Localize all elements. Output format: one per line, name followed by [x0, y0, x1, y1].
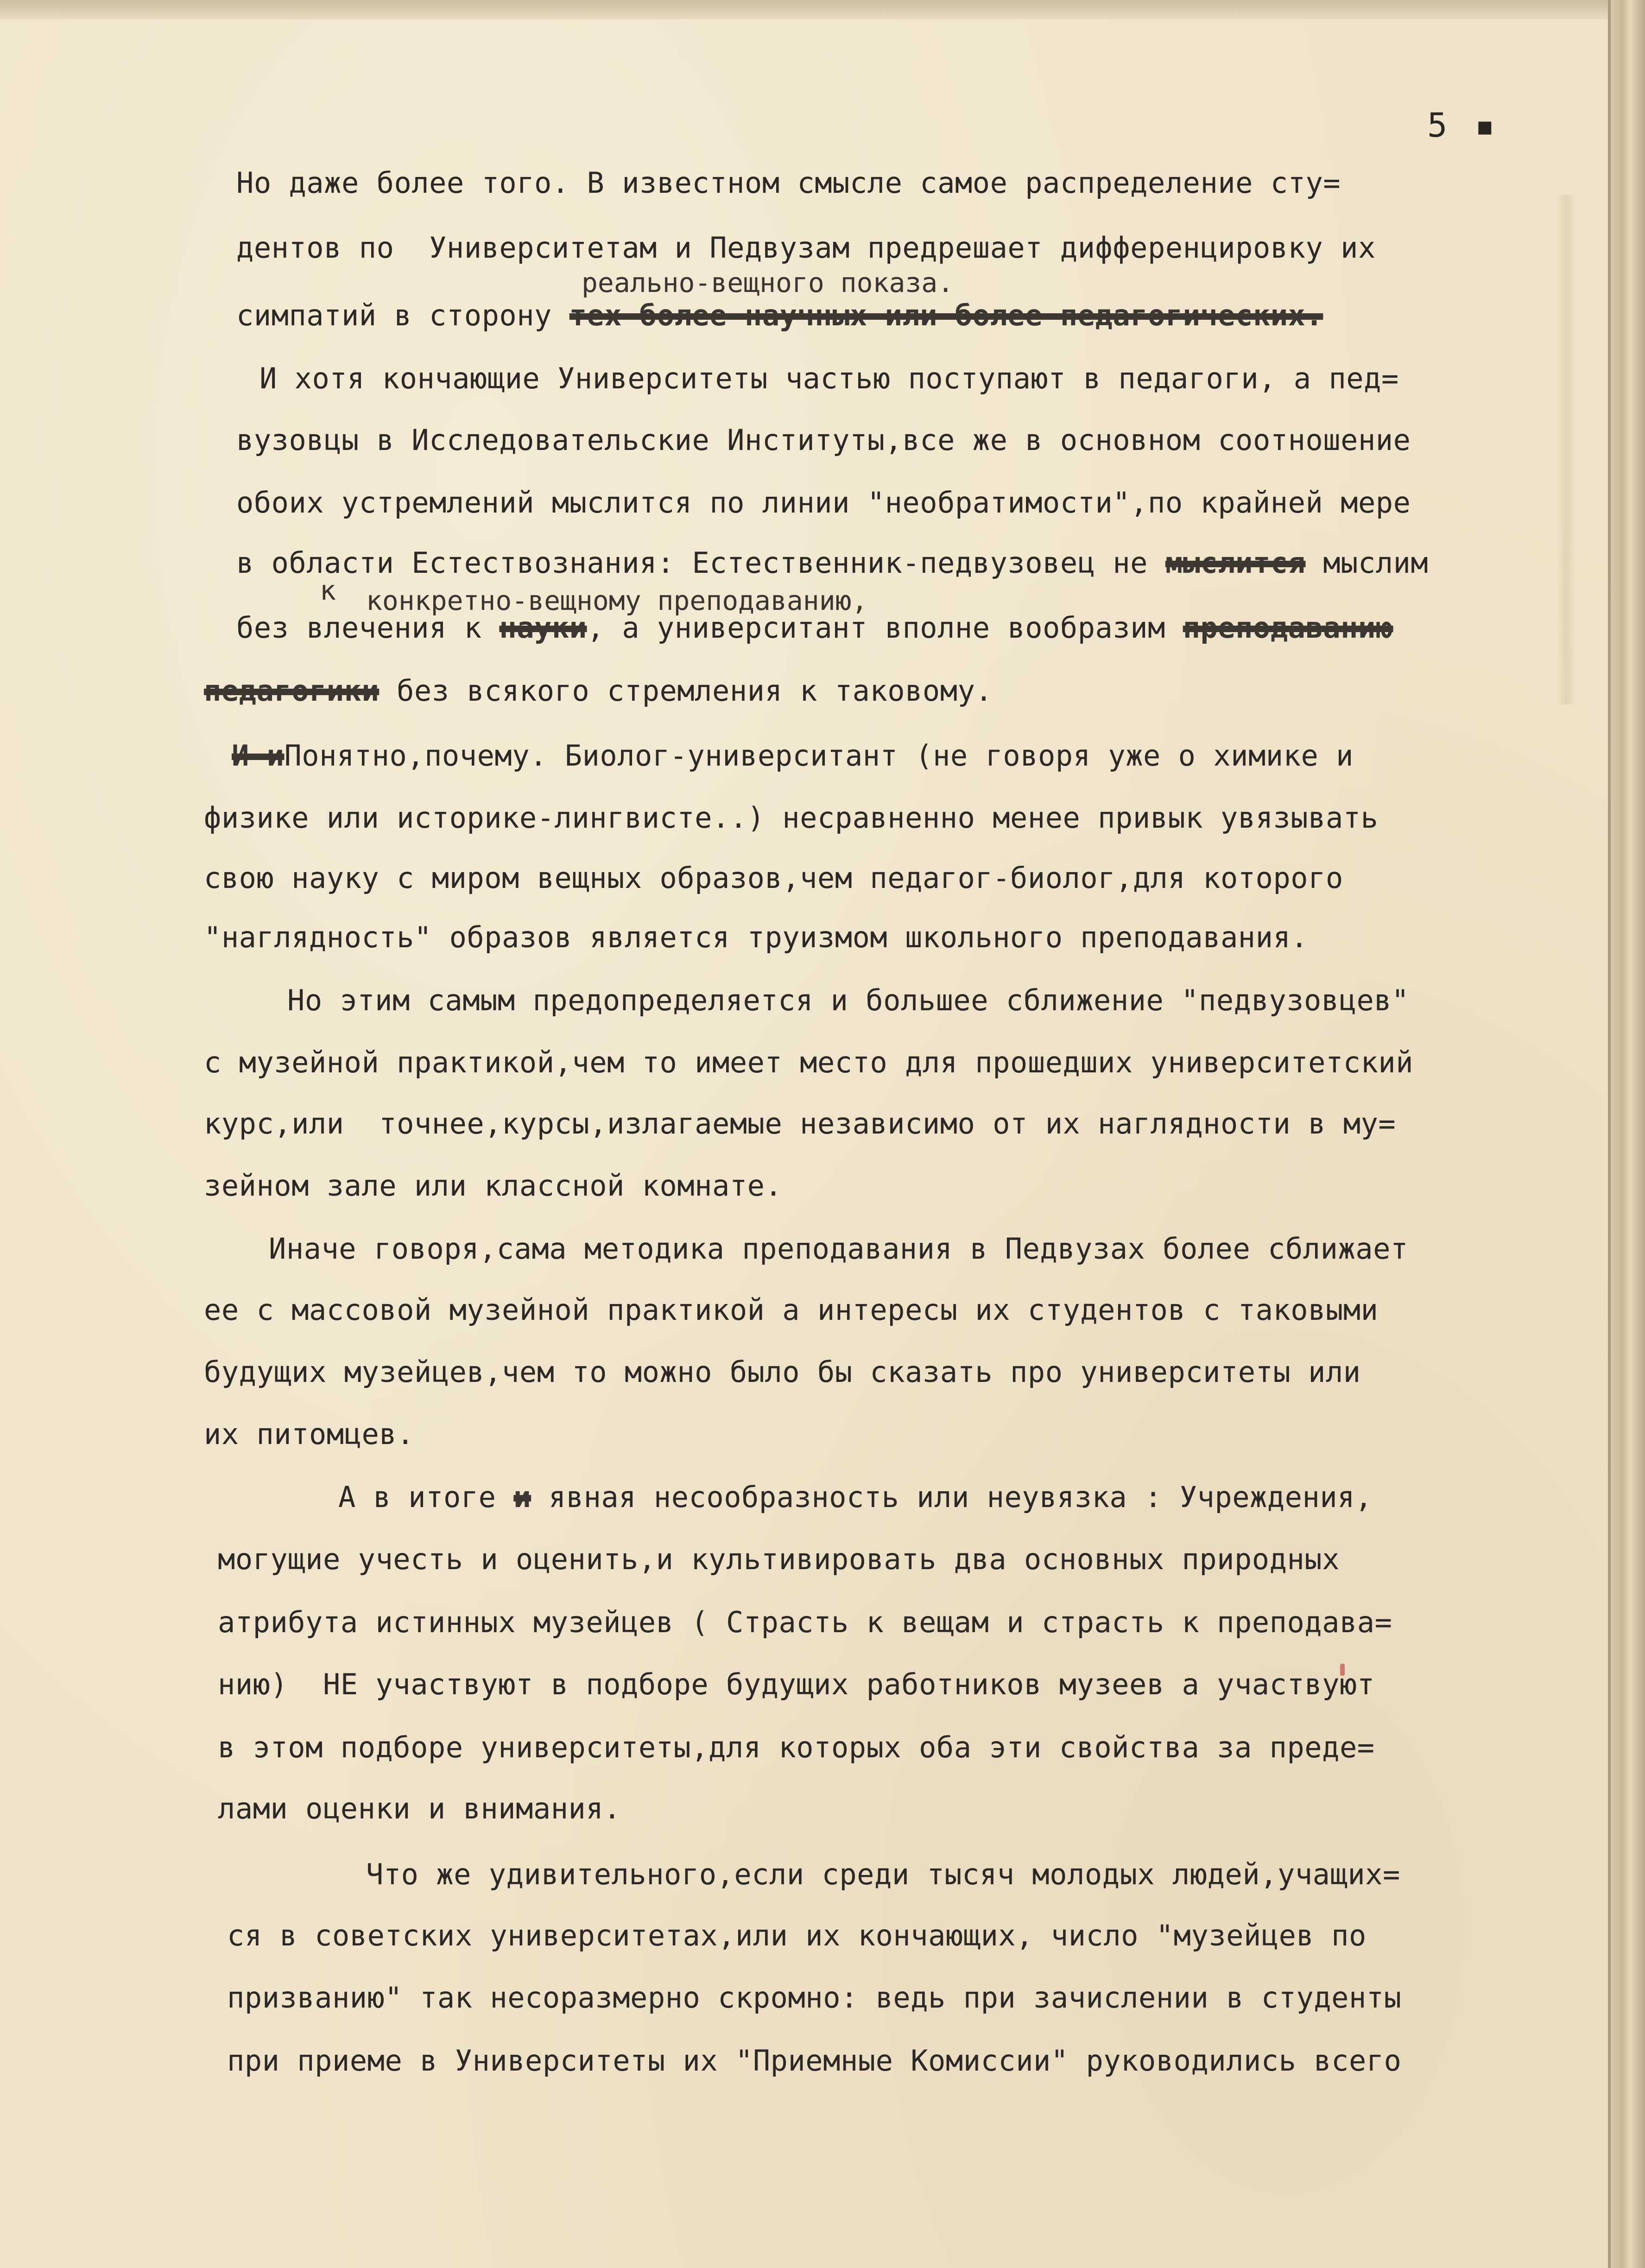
struck-text: преподаванию [1183, 611, 1393, 645]
text-line-16: курс,или точнее,курсы,излагаемые независимо от их наглядности в му= [204, 1107, 1396, 1140]
text-line-6: обоих устремлений мыслится по линии "необратимости",по крайней мере [236, 486, 1411, 519]
text-line-10: И иПонятно,почему. Биолог-университант (не говоря уже о химике и [232, 739, 1354, 773]
text-line-31: при приеме в Университеты их "Приемные Комиссии" руководились всего [227, 2044, 1402, 2078]
text-line-4: И хотя кончающие Университеты частью поступают в педагоги, а пед= [259, 361, 1399, 395]
handwritten-insertion-1: реально-вещного показа. [582, 267, 954, 298]
handwritten-insertion-2: конкретно-вещному преподаванию, [366, 585, 868, 616]
text-line-21: их питомцев. [204, 1417, 414, 1451]
text-line-19: ее с массовой музейной практикой а интересы их студентов с таковыми [204, 1293, 1379, 1327]
text-line-15: с музейной практикой,чем то имеет место для прошедших университетский [204, 1045, 1414, 1079]
text-line-22: А в итоге и явная несообразность или неувязка : Учреждения, [338, 1480, 1373, 1514]
struck-text: И и [232, 739, 285, 773]
text-line-17: зейном зале или классной комнате. [204, 1169, 783, 1203]
text-line-13: "наглядность" образов является труизмом школьного преподавания. [204, 920, 1309, 954]
text-line-23: могущие учесть и оценить,и культивировать два основных природных [218, 1542, 1340, 1576]
struck-text: тех более научных или более педагогических. [569, 298, 1323, 332]
text-line-3: симпатий в сторону тех более научных или более педагогических. [236, 298, 1323, 332]
text-line-11: физике или историке-лингвисте..) несравненно менее привык увязывать [204, 801, 1379, 835]
text-line-26: в этом подборе университеты,для которых оба эти свойства за преде= [218, 1730, 1375, 1764]
text-line-7: в области Естествознания: Естественник-педвузовец не мыслится мыслим [236, 546, 1429, 580]
text-line-24: атрибута истинных музейцев ( Страсть к вещам и страсть к преподава= [218, 1605, 1392, 1639]
handwritten-caret: к [320, 575, 336, 606]
page-top-edge [0, 0, 1645, 19]
text-line-30: призванию" так несоразмерно скромно: ведь при зачислении в студенты [227, 1981, 1402, 2015]
text-line-2: дентов по Университетам и Педвузам предрешает дифференцировку их [236, 231, 1376, 265]
text-line-1: Но даже более того. В известном смысле самое распределение сту= [236, 166, 1341, 200]
text-line-5: вузовцы в Исследовательские Институты,все же в основном соотношение [236, 423, 1411, 457]
text-line-18: Иначе говоря,сама методика преподавания в Педвузах более сближает [269, 1232, 1408, 1266]
text-line-8: без влечения к науки, а университант вполне вообразим преподаванию [236, 611, 1393, 645]
text-line-9: педагогики без всякого стремления к таковому. [204, 674, 993, 708]
text-line-25: нию) НЕ участвуют в подборе будущих работников музеев а участвуют [218, 1667, 1375, 1701]
text-line-14: Но этим самым предопределяется и большее сближение "педвузовцев" [287, 983, 1409, 1017]
struck-text: мыслится [1165, 546, 1306, 580]
bleed-through-shadow [1557, 195, 1575, 704]
page-number: 5 ▪ [1427, 106, 1499, 145]
text-line-29: ся в советских университетах,или их кончающих, число "музейцев по [227, 1919, 1367, 1952]
struck-text: и [513, 1480, 531, 1514]
text-line-20: будущих музейцев,чем то можно было бы сказать про университеты или [204, 1355, 1361, 1389]
text-line-28: Что же удивительного,если среди тысяч молодых людей,учащих= [366, 1857, 1400, 1891]
struck-text: педагогики [204, 674, 380, 708]
struck-text: науки [499, 611, 587, 645]
text-line-27: лами оценки и внимания. [218, 1792, 621, 1825]
text-line-12: свою науку с миром вещных образов,чем педагог-биолог,для которого [204, 861, 1343, 895]
page-stack-edge [1608, 0, 1645, 2268]
